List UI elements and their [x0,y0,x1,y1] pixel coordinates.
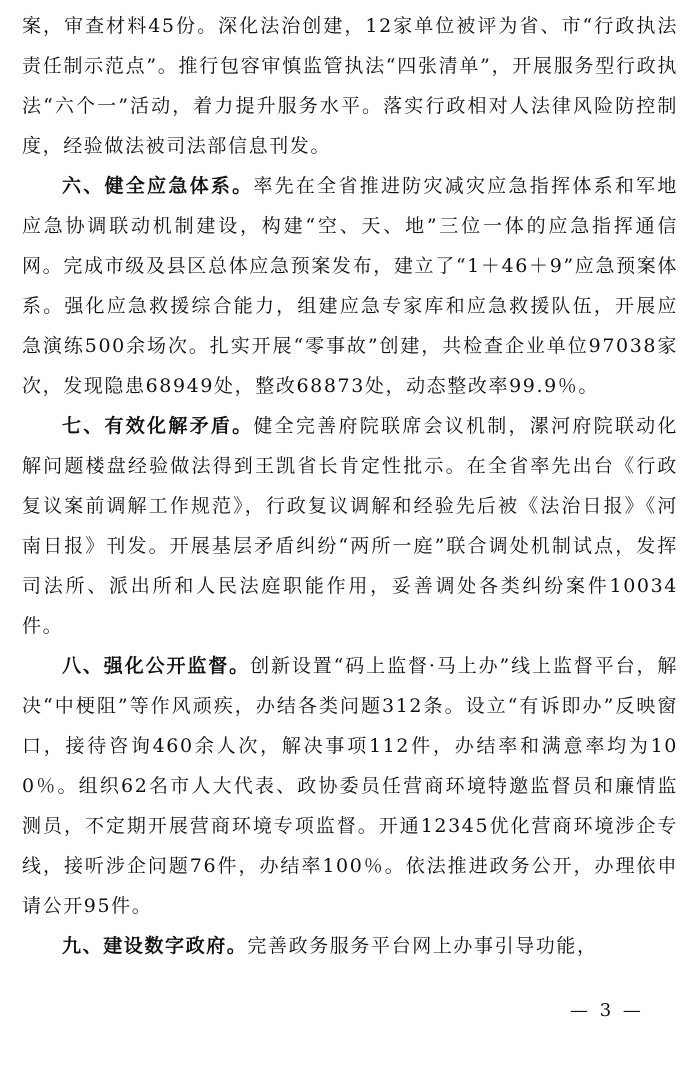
section-heading: 九、建设数字政府。 [62,935,248,957]
section-heading: 六、健全应急体系。 [62,175,254,197]
section-heading: 七、有效化解矛盾。 [62,415,254,437]
paragraph-text: 案，审查材料45份。深化法治创建，12家单位被评为省、市“行政执法责任制示范点”。推行包容审慎监管执法“四张清单”，开展服务型行政执法“六个一”活动，着力提升服务水平。落实行政相对人法律风险防控制度，经验做法被司法部信息刊发。 [22,15,678,157]
page-number: — 3 — [570,1000,644,1021]
paragraph-text: 完善政务服务平台网上办事引导功能， [247,935,598,957]
paragraph-text: 率先在全省推进防灾减灾应急指挥体系和军地应急协调联动机制建设，构建“空、天、地”三位一体的应急指挥通信网。完成市级及县区总体应急预案发布，建立了“1＋46＋9”应急预案体系。强化应急救援综合能力，组建应急专家库和应急救援队伍，开展应急演练500余场次。扎实开展“零事故”创建，共检查企业单位97038家次，发现隐患68949处，整改68873处，动态整改率99.9％。 [22,175,678,397]
paragraph-text: 创新设置“码上监督·马上办”线上监督平台，解决“中梗阻”等作风顽疾，办结各类问题312条。设立“有诉即办”反映窗口，接待咨询460余人次，解决事项112件，办结率和满意率均为100％。组织62名市人大代表、政协委员任营商环境特邀监督员和廉情监测员，不定期开展营商环境专项监督。开通12345优化营商环境涉企专线，接听涉企问题76件，办结率100％。依法推进政务公开，办理依申请公开95件。 [22,655,678,917]
paragraph-public-supervision [22,646,678,926]
paragraph-text: 健全完善府院联席会议机制，漯河府院联动化解问题楼盘经验做法得到王凯省长肯定性批示。在全省率先出台《行政复议案前调解工作规范》，行政复议调解和经验先后被《法治日报》《河南日报》刊发。开展基层矛盾纠纷“两所一庭”联合调处机制试点，发挥司法所、派出所和人民法庭职能作用，妥善调处各类纠纷案件10034件。 [22,415,678,637]
section-heading: 八、强化公开监督。 [62,655,251,677]
paragraph-resolve-conflicts [22,406,678,646]
paragraph-digital-government [22,926,678,966]
document-body [22,6,678,966]
paragraph-emergency-system [22,166,678,406]
paragraph-continuation [22,6,678,166]
